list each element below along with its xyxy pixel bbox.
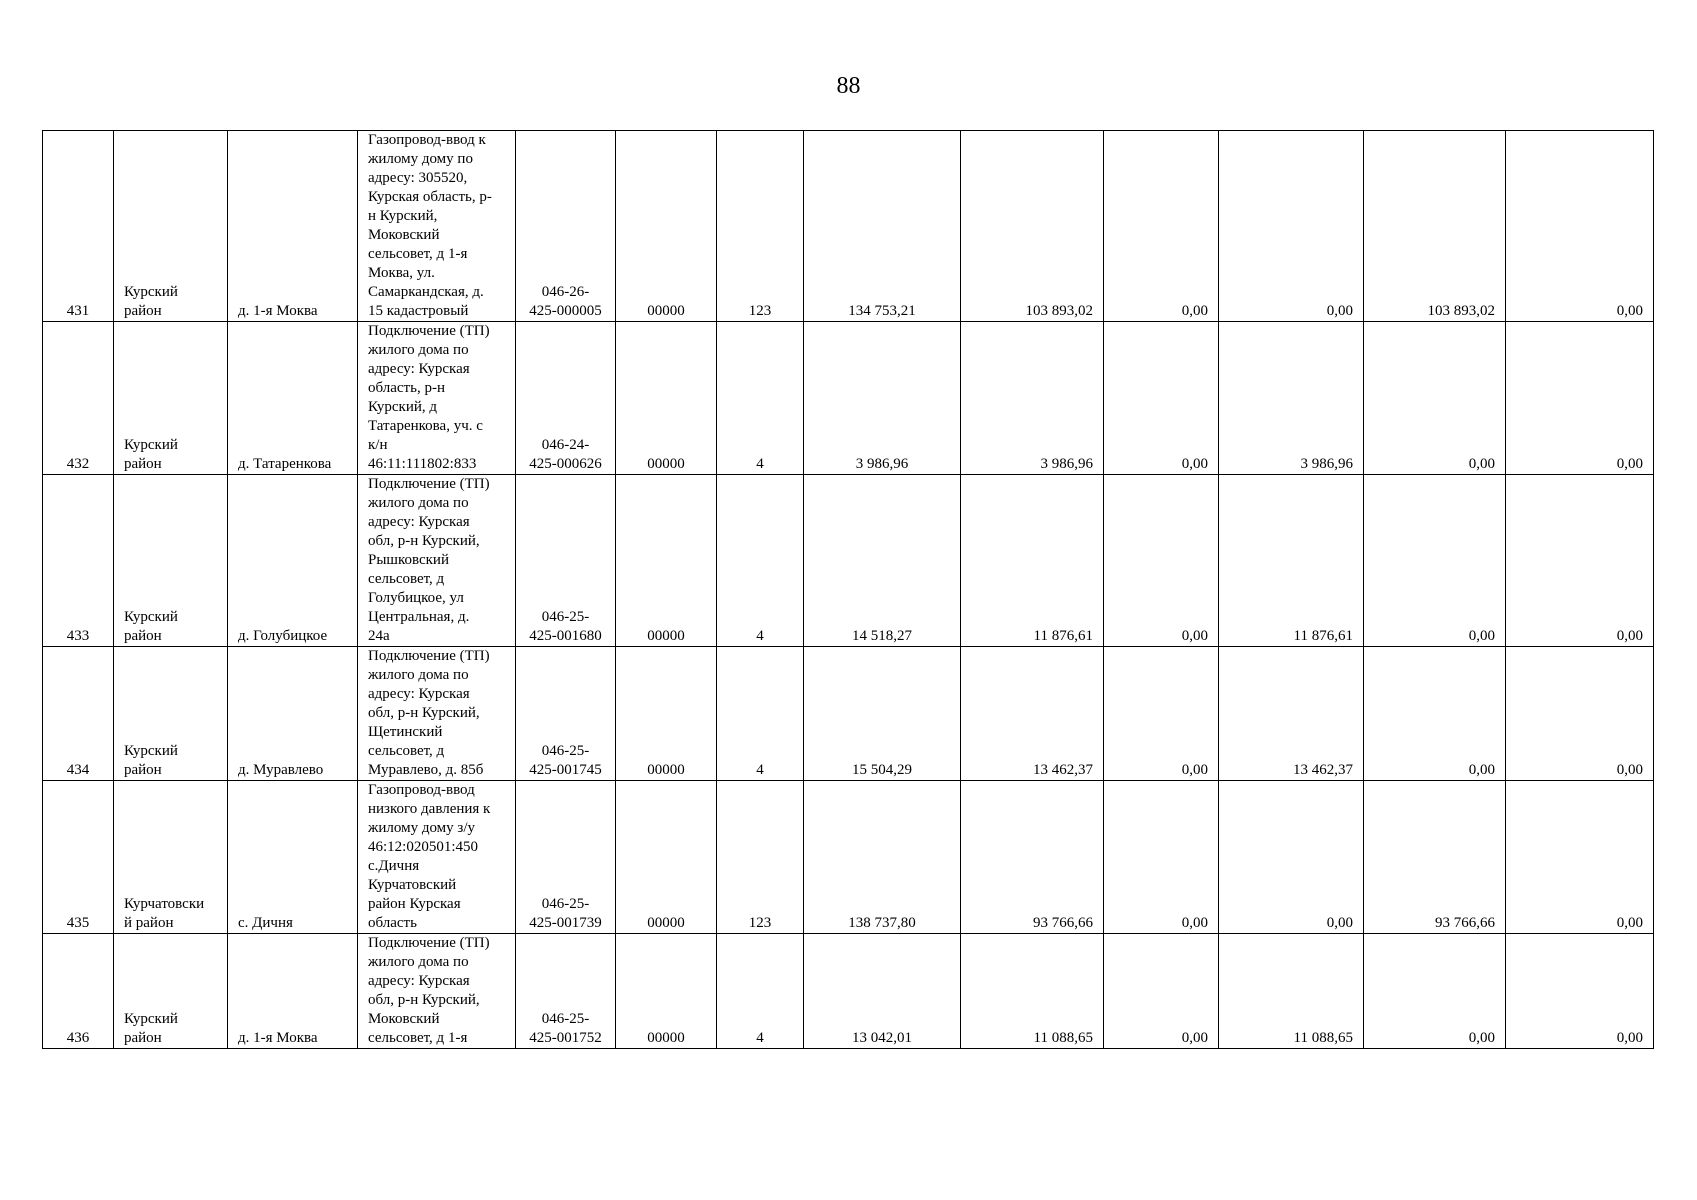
amount-cell-1: 13 042,01	[804, 934, 961, 1049]
amount-cell-6: 0,00	[1506, 131, 1654, 322]
table-row	[43, 781, 1654, 934]
row-index: 433	[43, 475, 114, 647]
district-cell: Курский район	[114, 131, 228, 322]
district-cell: Курский район	[114, 647, 228, 781]
amount-cell-5: 0,00	[1364, 934, 1506, 1049]
amount-cell-2: 3 986,96	[961, 322, 1104, 475]
amount-cell-1: 138 737,80	[804, 781, 961, 934]
locality-cell: с. Дичня	[228, 781, 358, 934]
code-cell: 046-25- 425-001745	[516, 647, 616, 781]
row-index: 434	[43, 647, 114, 781]
type-cell: 123	[717, 781, 804, 934]
code-cell: 046-26- 425-000005	[516, 131, 616, 322]
table-row	[43, 647, 1654, 781]
object-description-cell: Газопровод-ввод к жилому дому по адресу: 305520, Курская область, р- н Курский, Моковский сельсовет, д 1-я Моква, ул. Самаркандская, д. 15 кадастровый	[358, 131, 516, 322]
type-cell: 4	[717, 647, 804, 781]
zeros-cell: 00000	[616, 781, 717, 934]
type-cell: 123	[717, 131, 804, 322]
amount-cell-6: 0,00	[1506, 934, 1654, 1049]
zeros-cell: 00000	[616, 934, 717, 1049]
locality-cell: д. Татаренкова	[228, 322, 358, 475]
amount-cell-6: 0,00	[1506, 781, 1654, 934]
amount-cell-5: 93 766,66	[1364, 781, 1506, 934]
row-index: 431	[43, 131, 114, 322]
registry-table	[42, 130, 1654, 1049]
amount-cell-3: 0,00	[1104, 131, 1219, 322]
code-cell: 046-24- 425-000626	[516, 322, 616, 475]
amount-cell-4: 0,00	[1219, 131, 1364, 322]
locality-cell: д. 1-я Моква	[228, 131, 358, 322]
amount-cell-4: 0,00	[1219, 781, 1364, 934]
object-description-cell: Подключение (ТП) жилого дома по адресу: Курская обл, р-н Курский, Рышковский сельсовет, д Голубицкое, ул Центральная, д. 24а	[358, 475, 516, 647]
amount-cell-3: 0,00	[1104, 647, 1219, 781]
amount-cell-4: 11 876,61	[1219, 475, 1364, 647]
object-description-cell: Газопровод-ввод низкого давления к жилому дому з/у 46:12:020501:450 с.Дичня Курчатовский район Курская область	[358, 781, 516, 934]
zeros-cell: 00000	[616, 475, 717, 647]
district-cell: Курский район	[114, 934, 228, 1049]
district-cell: Курский район	[114, 322, 228, 475]
code-cell: 046-25- 425-001752	[516, 934, 616, 1049]
amount-cell-4: 3 986,96	[1219, 322, 1364, 475]
amount-cell-5: 0,00	[1364, 475, 1506, 647]
amount-cell-3: 0,00	[1104, 322, 1219, 475]
amount-cell-2: 11 088,65	[961, 934, 1104, 1049]
locality-cell: д. 1-я Моква	[228, 934, 358, 1049]
amount-cell-4: 13 462,37	[1219, 647, 1364, 781]
zeros-cell: 00000	[616, 131, 717, 322]
amount-cell-1: 15 504,29	[804, 647, 961, 781]
locality-cell: д. Муравлево	[228, 647, 358, 781]
table-row	[43, 131, 1654, 322]
amount-cell-6: 0,00	[1506, 475, 1654, 647]
zeros-cell: 00000	[616, 647, 717, 781]
object-description-cell: Подключение (ТП) жилого дома по адресу: Курская область, р-н Курский, д Татаренкова, уч. с к/н 46:11:111802:833	[358, 322, 516, 475]
amount-cell-2: 103 893,02	[961, 131, 1104, 322]
amount-cell-5: 0,00	[1364, 647, 1506, 781]
amount-cell-2: 93 766,66	[961, 781, 1104, 934]
locality-cell: д. Голубицкое	[228, 475, 358, 647]
code-cell: 046-25- 425-001680	[516, 475, 616, 647]
table-row	[43, 934, 1654, 1049]
amount-cell-4: 11 088,65	[1219, 934, 1364, 1049]
amount-cell-1: 134 753,21	[804, 131, 961, 322]
amount-cell-3: 0,00	[1104, 475, 1219, 647]
amount-cell-1: 14 518,27	[804, 475, 961, 647]
amount-cell-1: 3 986,96	[804, 322, 961, 475]
amount-cell-2: 13 462,37	[961, 647, 1104, 781]
amount-cell-3: 0,00	[1104, 781, 1219, 934]
type-cell: 4	[717, 322, 804, 475]
amount-cell-5: 0,00	[1364, 322, 1506, 475]
zeros-cell: 00000	[616, 322, 717, 475]
amount-cell-5: 103 893,02	[1364, 131, 1506, 322]
row-index: 436	[43, 934, 114, 1049]
amount-cell-2: 11 876,61	[961, 475, 1104, 647]
row-index: 435	[43, 781, 114, 934]
amount-cell-6: 0,00	[1506, 322, 1654, 475]
table-row	[43, 322, 1654, 475]
code-cell: 046-25- 425-001739	[516, 781, 616, 934]
amount-cell-6: 0,00	[1506, 647, 1654, 781]
district-cell: Курский район	[114, 475, 228, 647]
district-cell: Курчатовски й район	[114, 781, 228, 934]
object-description-cell: Подключение (ТП) жилого дома по адресу: Курская обл, р-н Курский, Моковский сельсовет, д 1-я	[358, 934, 516, 1049]
page-number: 88	[836, 73, 861, 99]
object-description-cell: Подключение (ТП) жилого дома по адресу: Курская обл, р-н Курский, Щетинский сельсовет, д Муравлево, д. 85б	[358, 647, 516, 781]
type-cell: 4	[717, 934, 804, 1049]
row-index: 432	[43, 322, 114, 475]
amount-cell-3: 0,00	[1104, 934, 1219, 1049]
table-row	[43, 475, 1654, 647]
type-cell: 4	[717, 475, 804, 647]
